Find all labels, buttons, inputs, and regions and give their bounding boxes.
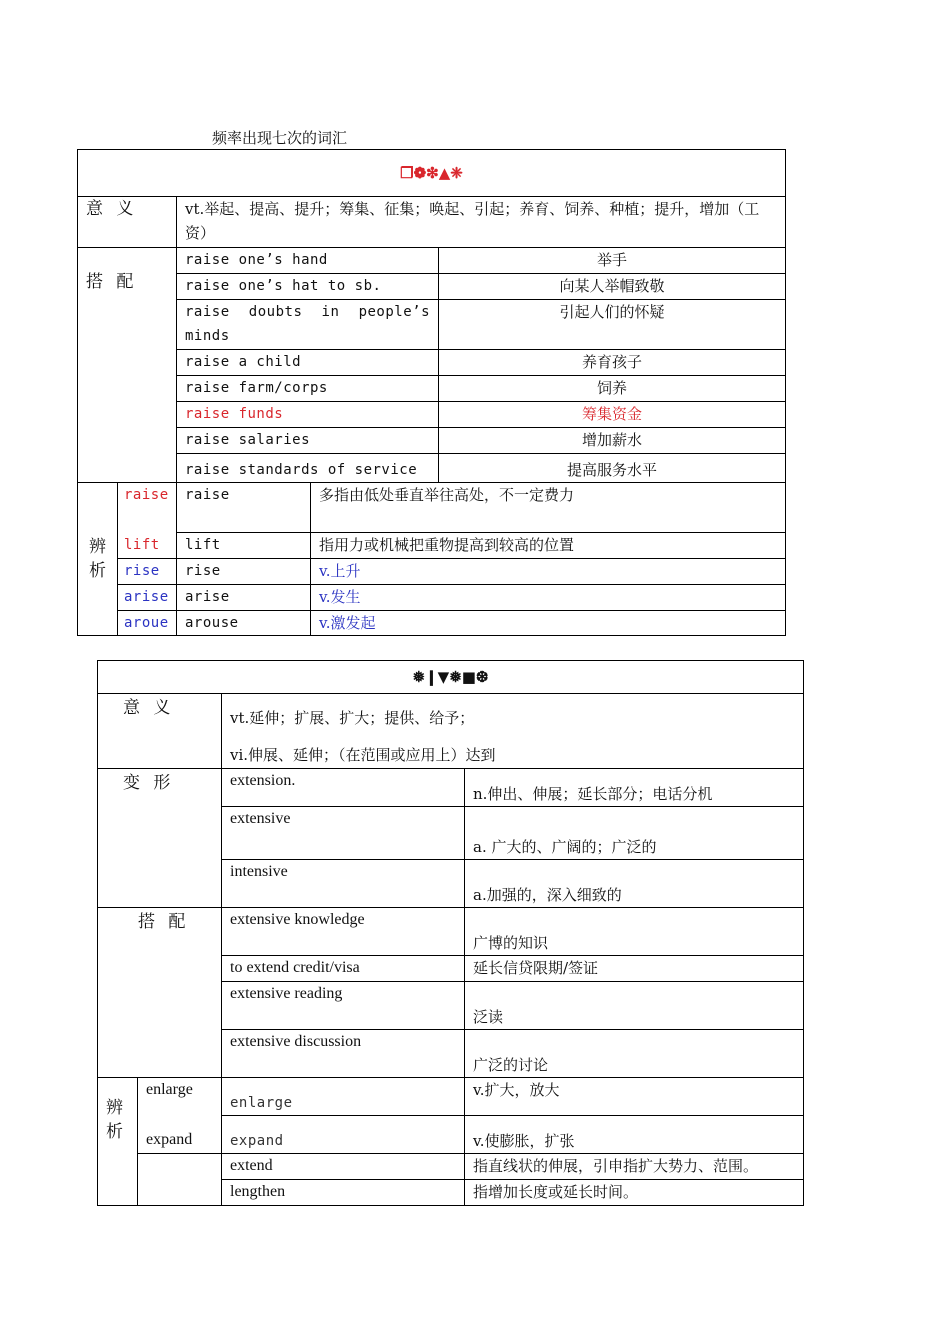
collocation-zh: 增加薪水 — [439, 428, 786, 454]
analysis-desc: 指增加长度或延长时间。 — [465, 1180, 804, 1206]
analysis-desc: 多指由低处垂直举往高处，不一定费力 — [311, 483, 786, 533]
analysis-desc: v.扩大，放大 — [465, 1078, 804, 1116]
meaning-line: vt.延伸；扩展、扩大；提供、给予； — [230, 709, 475, 727]
collocation-en: raise farm/corps — [177, 376, 439, 402]
analysis-key: raise — [124, 487, 169, 503]
analysis-desc: v.上升 — [311, 559, 786, 585]
collocation-zh: 广博的知识 — [465, 908, 804, 956]
meaning-line: vi.伸展、延伸；（在范围或应用上）达到 — [230, 746, 496, 764]
analysis-key: lift — [124, 537, 160, 553]
form-en: extension. — [222, 769, 465, 807]
collocation-en: raise a child — [177, 350, 439, 376]
collocation-en: extensive discussion — [222, 1030, 465, 1078]
analysis-word: extend — [222, 1154, 465, 1180]
collocation-zh: 引起人们的怀疑 — [439, 300, 786, 350]
collocation-zh: 举手 — [439, 248, 786, 274]
collocation-zh: 泛读 — [465, 982, 804, 1030]
form-zh: a. 广大的、广阔的；广泛的 — [465, 807, 804, 860]
forms-label: 变 形 — [98, 769, 222, 908]
analysis-keys — [138, 1078, 222, 1154]
collocation-label: 搭 配 — [98, 908, 222, 1078]
collocation-zh: 延长信贷限期/签证 — [465, 956, 804, 982]
analysis-word: arouse — [177, 611, 311, 636]
collocation-zh: 广泛的讨论 — [465, 1030, 804, 1078]
form-en: extensive — [222, 807, 465, 860]
analysis-word: rise — [177, 559, 311, 585]
analysis-desc: v.使膨胀，扩张 — [465, 1116, 804, 1154]
analysis-key: arise — [118, 585, 177, 611]
analysis-key: expand — [146, 1131, 193, 1148]
collocation-en: raise funds — [177, 402, 439, 428]
collocation-en: extensive reading — [222, 982, 465, 1030]
analysis-desc: 指直线状的伸展，引申指扩大势力、范围。 — [465, 1154, 804, 1180]
analysis-word: lengthen — [222, 1180, 465, 1206]
collocation-en: raise one’s hand — [177, 248, 439, 274]
analysis-label: 辨析 — [78, 483, 118, 636]
collocation-en: raise salaries — [177, 428, 439, 454]
analysis-label — [98, 1078, 138, 1206]
analysis-desc: v.激发起 — [311, 611, 786, 636]
analysis-key: aroue — [118, 611, 177, 636]
collocation-zh: 筹集资金 — [439, 402, 786, 428]
analysis-word: arise — [177, 585, 311, 611]
analysis-word: expand — [222, 1116, 465, 1154]
vocab-table-extend — [97, 660, 804, 1206]
page-heading: 频率出现七次的词汇 — [212, 129, 348, 147]
analysis-key: enlarge — [146, 1081, 193, 1098]
analysis-desc: v.发生 — [311, 585, 786, 611]
collocation-en: to extend credit/visa — [222, 956, 465, 982]
analysis-desc: 指用力或机械把重物提高到较高的位置 — [311, 533, 786, 559]
analysis-word: lift — [177, 533, 311, 559]
vocab-table-raise — [77, 149, 786, 636]
table-title-symbols: ❐❁❇▲❈ — [78, 150, 786, 197]
analysis-word: enlarge — [222, 1078, 465, 1116]
analysis-key: rise — [118, 559, 177, 585]
form-en: intensive — [222, 860, 465, 908]
meaning-text: vt.举起、提高、提升；筹集、征集；唤起、引起；养育、饲养、种植；提升，增加（工资） — [177, 197, 786, 248]
analysis-keys-red — [118, 483, 177, 559]
analysis-word: raise — [177, 483, 311, 533]
table-title-symbols: ❅❙▼❅■❆ — [98, 661, 804, 694]
form-zh: n.伸出、伸展；延长部分；电话分机 — [465, 769, 804, 807]
collocation-zh: 提高服务水平 — [439, 454, 786, 483]
collocation-zh: 向某人举帽致敬 — [439, 274, 786, 300]
collocation-en: raise standards of service — [177, 454, 439, 483]
collocation-en: extensive knowledge — [222, 908, 465, 956]
analysis-label-char: 辨 — [106, 1098, 123, 1118]
form-zh: a.加强的，深入细致的 — [465, 860, 804, 908]
collocation-en: raise one’s hat to sb. — [177, 274, 439, 300]
meaning-text — [222, 694, 804, 769]
collocation-label: 搭 配 — [78, 248, 177, 483]
analysis-key-empty — [138, 1154, 222, 1206]
collocation-en: raise doubts in people’s minds — [177, 300, 439, 350]
meaning-label: 意 义 — [98, 694, 222, 769]
analysis-label-char: 析 — [106, 1122, 123, 1142]
collocation-zh: 饲养 — [439, 376, 786, 402]
meaning-label: 意 义 — [78, 197, 177, 248]
collocation-zh: 养育孩子 — [439, 350, 786, 376]
